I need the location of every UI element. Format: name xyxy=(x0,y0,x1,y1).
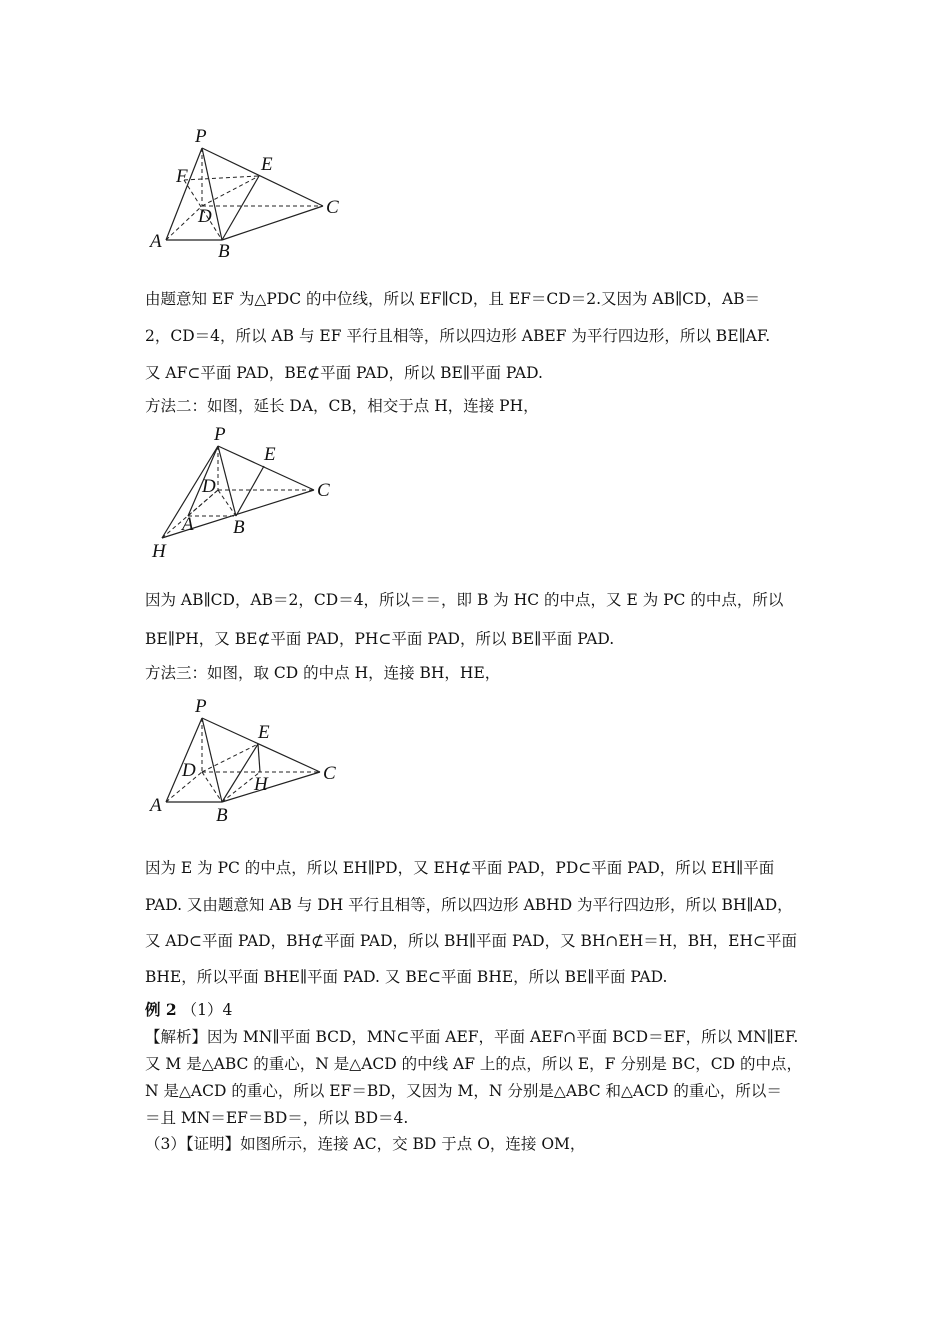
edge-PB xyxy=(202,718,222,802)
text-line-1: 由题意知 EF 为△PDC 的中位线，所以 EF∥CD，且 EF＝CD＝2.又因为 AB∥CD，AB＝ xyxy=(145,290,761,308)
example-label: 例 2 xyxy=(145,1000,177,1019)
edge-PB xyxy=(218,446,236,516)
figure-1 xyxy=(140,120,360,260)
analysis-line-1: 【解析】因为 MN∥平面 BCD，MN⊂平面 AEF，平面 AEF∩平面 BCD＝EF，所以 MN∥EF. xyxy=(145,1028,799,1046)
label-D: D xyxy=(182,760,196,781)
label-H: H xyxy=(254,774,268,795)
edge-EH xyxy=(258,744,260,772)
label-F: F xyxy=(176,166,188,187)
label-A: A xyxy=(150,231,162,252)
label-D: D xyxy=(198,206,212,227)
text-line-6: BE∥PH，又 BE⊄平面 PAD，PH⊂平面 PAD，所以 BE∥平面 PAD. xyxy=(145,630,615,648)
edge-DB xyxy=(218,490,236,516)
figure-3-svg xyxy=(140,690,360,830)
text-line-4: 方法二：如图，延长 DA，CB，相交于点 H，连接 PH， xyxy=(145,397,539,415)
edge-PA xyxy=(166,148,202,240)
edge-FE xyxy=(184,176,259,180)
text-line-5: 因为 AB∥CD，AB＝2，CD＝4，所以＝＝，即 B 为 HC 的中点，又 E 为 PC 的中点，所以 xyxy=(145,591,784,609)
edge-BE xyxy=(236,466,264,516)
text-line-7: 方法三：如图，取 CD 的中点 H，连接 BH，HE， xyxy=(145,664,501,682)
figure-2-svg xyxy=(140,420,360,565)
label-C: C xyxy=(317,480,330,501)
label-E: E xyxy=(261,154,273,175)
figure-1-svg xyxy=(140,120,360,260)
figure-2 xyxy=(140,420,360,565)
analysis-line-2: 又 M 是△ABC 的重心，N 是△ACD 的中线 AF 上的点，所以 E，F 分别是 BC，CD 的中点， xyxy=(145,1055,803,1073)
text-line-11: BHE，所以平面 BHE∥平面 PAD. 又 BE⊂平面 BHE，所以 BE∥平面 PAD. xyxy=(145,968,668,986)
label-H: H xyxy=(152,541,166,562)
analysis-line-4: ＝且 MN＝EF＝BD＝，所以 BD＝4. xyxy=(145,1109,409,1127)
label-P: P xyxy=(195,126,207,147)
edge-BC xyxy=(222,206,323,240)
label-P: P xyxy=(195,696,207,717)
label-P: P xyxy=(214,424,226,445)
label-C: C xyxy=(323,763,336,784)
text-line-9: PAD. 又由题意知 AB 与 DH 平行且相等，所以四边形 ABHD 为平行四边形，所以 BH∥AD， xyxy=(145,896,793,914)
label-B: B xyxy=(218,241,230,260)
label-A: A xyxy=(182,514,194,535)
label-B: B xyxy=(233,517,245,538)
label-C: C xyxy=(326,197,339,218)
label-D: D xyxy=(202,476,216,497)
proof-line: （3）【证明】如图所示，连接 AC，交 BD 于点 O，连接 OM， xyxy=(145,1135,586,1153)
example-heading xyxy=(145,998,232,1020)
text-line-8: 因为 E 为 PC 的中点，所以 EH∥PD，又 EH⊄平面 PAD，PD⊂平面 PAD，所以 EH∥平面 xyxy=(145,859,775,877)
example-part: （1）4 xyxy=(181,1001,233,1019)
analysis-line-3: N 是△ACD 的重心，所以 EF＝BD，又因为 M，N 分别是△ABC 和△ACD 的重心，所以＝ xyxy=(145,1082,782,1100)
label-B: B xyxy=(216,805,228,826)
label-E: E xyxy=(258,722,270,743)
edge-AD xyxy=(166,206,202,240)
figure-3 xyxy=(140,690,360,830)
label-A: A xyxy=(150,795,162,816)
text-line-2: 2，CD＝4，所以 AB 与 EF 平行且相等，所以四边形 ABEF 为平行四边形，所以 BE∥AF. xyxy=(145,327,771,345)
edge-BC xyxy=(222,772,320,802)
label-E: E xyxy=(264,444,276,465)
text-line-10: 又 AD⊂平面 PAD，BH⊄平面 PAD，所以 BH∥平面 PAD，又 BH∩EH＝H，BH，EH⊂平面 xyxy=(145,932,797,950)
text-line-3: 又 AF⊂平面 PAD，BE⊄平面 PAD，所以 BE∥平面 PAD. xyxy=(145,364,543,382)
